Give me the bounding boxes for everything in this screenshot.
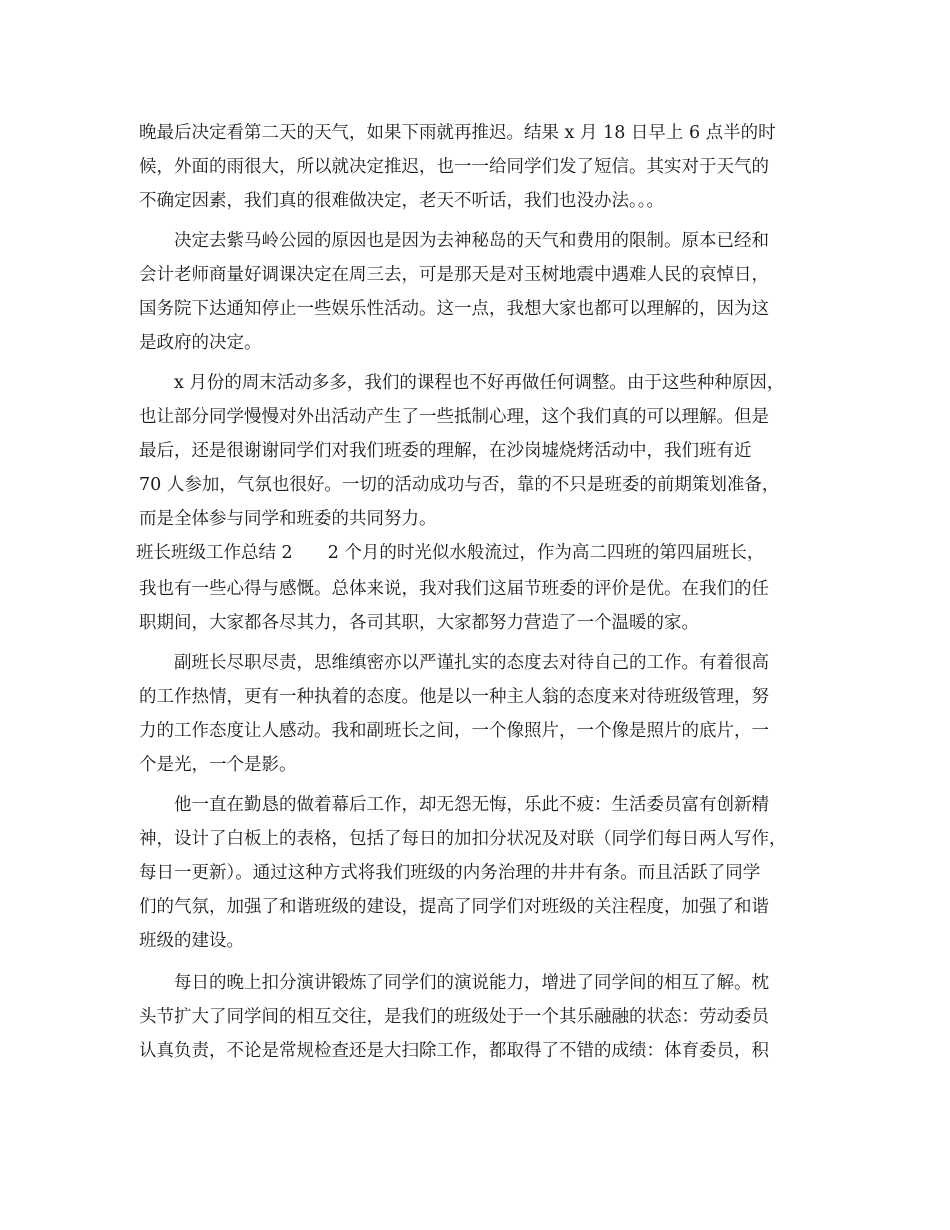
text-line: 力的工作态度让人感动。我和副班长之间，一个像照片，一个像是照片的底片，一 <box>139 721 769 741</box>
text-line: 我也有一些心得与感慨。总体来说，我对我们这届节班委的评价是优。在我们的任 <box>139 579 769 599</box>
text-line: 班级的建设。 <box>139 931 244 951</box>
text-line: 神，设计了白板上的表格，包括了每日的加扣分状况及对联（同学们每日两人写作， <box>139 829 787 849</box>
text-line: 是政府的决定。 <box>139 333 262 353</box>
text-line: 头节扩大了同学间的相互交往，是我们的班级处于一个其乐融融的状态：劳动委员 <box>139 1007 769 1027</box>
text-line: 职期间，大家都各尽其力，各司其职，大家都努力营造了一个温暖的家。 <box>139 613 699 633</box>
paragraph-start-line: x 月份的周末活动多多，我们的课程也不好再做任何调整。由于这些种种原因， <box>174 373 785 393</box>
text-line: 国务院下达通知停止一些娱乐性活动。这一点，我想大家也都可以理解的，因为这 <box>139 299 769 319</box>
text-line: 最后，还是很谢谢同学们对我们班委的理解，在沙岗墟烧烤活动中，我们班有近 <box>139 441 752 461</box>
text-line: 的工作热情，更有一种执着的态度。他是以一种主人翁的态度来对待班级管理，努 <box>139 687 769 707</box>
text-line: 每日一更新）。通过这种方式将我们班级的内务治理的井井有条。而且活跃了同学 <box>139 863 761 883</box>
text-line: 个是光，一个是影。 <box>139 755 297 775</box>
text-line: 晚最后决定看第二天的天气，如果下雨就再推迟。结果 x 月 18 日早上 6 点半的时 <box>139 123 776 143</box>
text-line: 们的气氛，加强了和谐班级的建设，提高了同学们对班级的关注程度，加强了和谐 <box>139 897 769 917</box>
paragraph-start-line: 他一直在勤恳的做着幕后工作，却无怨无悔，乐此不疲：生活委员富有创新精 <box>174 795 769 815</box>
text-line: 70 人参加，气氛也很好。一切的活动成功与否，靠的不只是班委的前期策划准备， <box>139 475 780 495</box>
text-line: 也让部分同学慢慢对外出活动产生了一些抵制心理，这个我们真的可以理解。但是 <box>139 407 769 427</box>
section-heading-line: 班长班级工作总结 2 2 个月的时光似水般流过，作为高二四班的第四届班长， <box>136 543 765 563</box>
text-line: 而是全体参与同学和班委的共同努力。 <box>139 509 437 529</box>
text-line: 会计老师商量好调课决定在周三去，可是那天是对玉树地震中遇难人民的哀悼日， <box>139 265 769 285</box>
text-line: 不确定因素，我们真的很难做决定，老天不听话，我们也没办法。。。 <box>139 191 664 211</box>
text-line: 候，外面的雨很大，所以就决定推迟，也一一给同学们发了短信。其实对于天气的 <box>139 157 769 177</box>
text-line: 认真负责，不论是常规检查还是大扫除工作，都取得了不错的成绩：体育委员，积 <box>139 1041 769 1061</box>
paragraph-start-line: 决定去紫马岭公园的原因也是因为去神秘岛的天气和费用的限制。原本已经和 <box>174 231 769 251</box>
paragraph-start-line: 每日的晚上扣分演讲锻炼了同学们的演说能力，增进了同学间的相互了解。枕 <box>174 973 769 993</box>
paragraph-start-line: 副班长尽职尽责，思维缜密亦以严谨扎实的态度去对待自己的工作。有着很高 <box>174 653 769 673</box>
